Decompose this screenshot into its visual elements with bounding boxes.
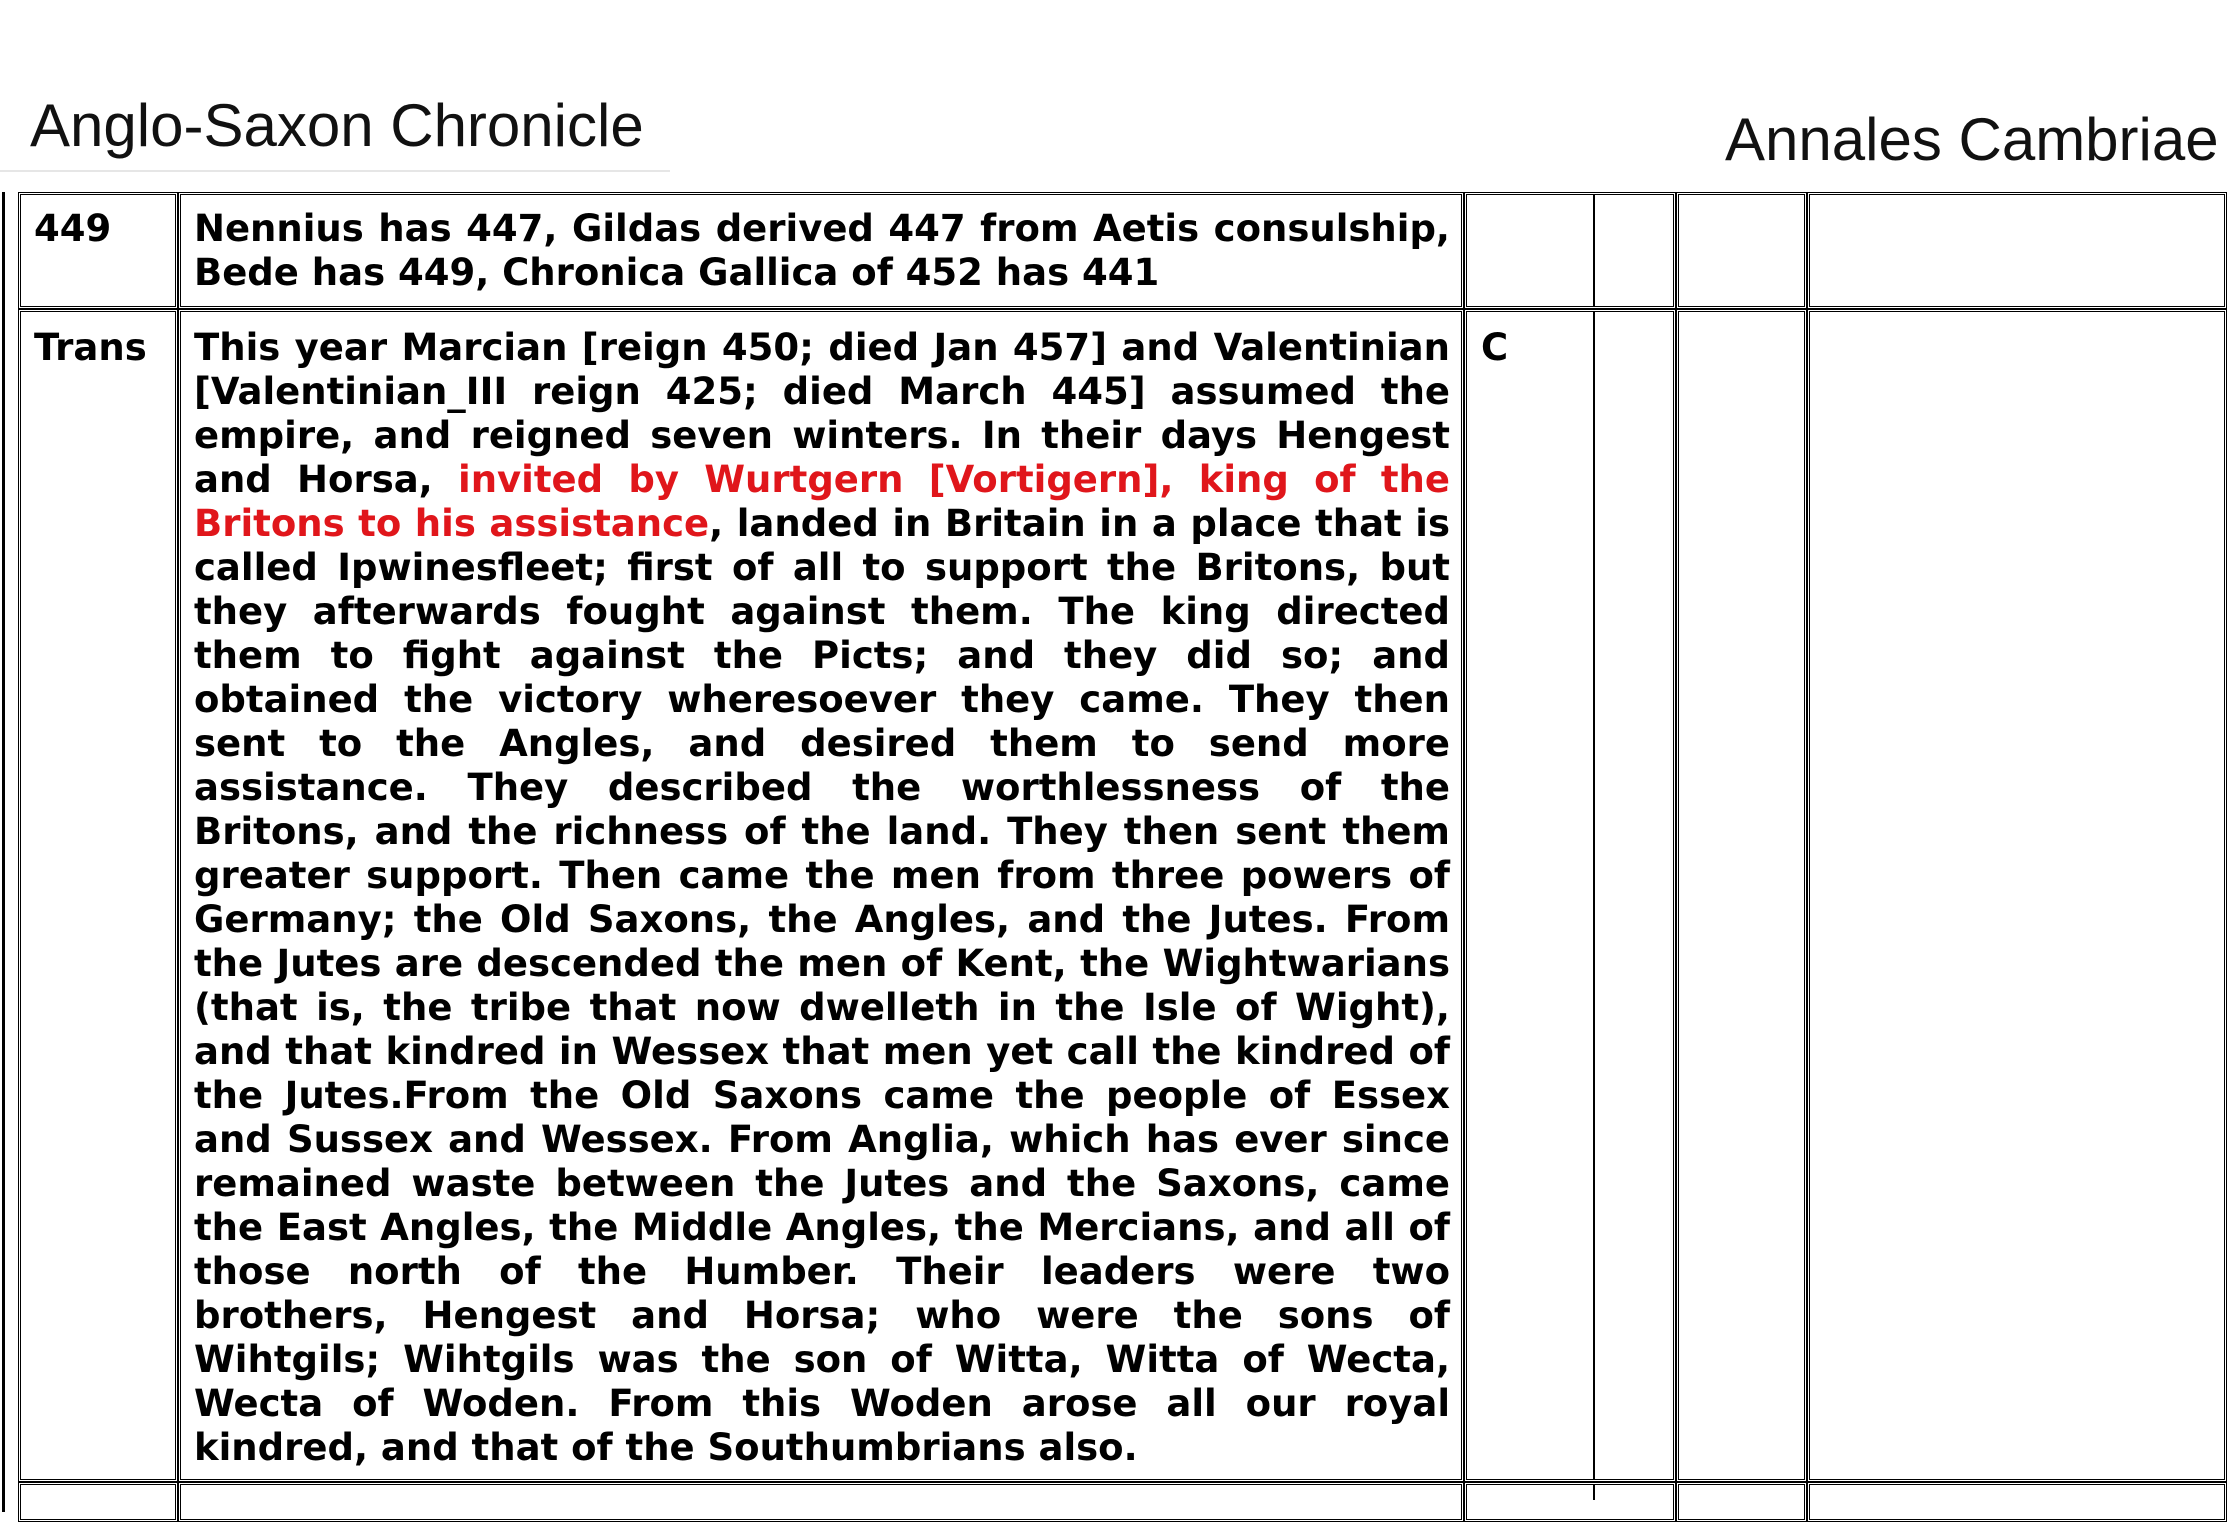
row-449-divider <box>1593 194 1595 307</box>
row-449-text: Nennius has 447, Gildas derived 447 from Aetis consulship, Bede has 449, Chronica Gallica of 452 has 441 <box>194 207 1450 294</box>
row-next-code-cell <box>1464 1482 1676 1522</box>
row-trans-code-cell <box>1464 309 1676 1482</box>
row-449-col5-cell <box>1807 192 2227 309</box>
annales-heading: Annales Cambriae <box>1725 106 2219 173</box>
row-449-col4-cell <box>1676 192 1807 309</box>
row-trans-col4-cell <box>1676 309 1807 1482</box>
row-trans-label-cell <box>18 309 178 1482</box>
row-next-divider <box>1593 1484 1595 1500</box>
row-trans-text <box>194 326 1450 1470</box>
row-trans-label: Trans <box>34 326 147 369</box>
row-trans-divider <box>1593 311 1595 1480</box>
row-trans-col5-cell <box>1807 309 2227 1482</box>
trans-text-after: , landed in Britain in a place that is called Ipwinesfleet; first of all to support the Britons, but they afterwards fought against them. The king directed them to fight against the Picts; and they did so; and obtained the victory wheresoever they came. They then sent to the Angles, and desired them to send more assistance. They described the worthlessness of the Britons, and the richness of the land. They then sent them greater support. Then came the men from three powers of Germany; the Old Saxons, the Angles, and the Jutes. From the Jutes are descended the men of Kent, the Wightwarians (that is, the tribe that now dwelleth in the Isle of Wight), and that kindred in Wessex that men yet call the kindred of the Jutes.From the Old Saxons came the people of Essex and Sussex and Wessex. From Anglia, which has ever since remained waste between the Jutes and the Saxons, came the East Angles, the Middle Angles, the Mercians, and all of those north of the Humber. Their leaders were two brothers, Hengest and Horsa; who were the sons of Wihtgils; Wihtgils was the son of Witta, Witta of Wecta, Wecta of Woden. From this Woden arose all our royal kindred, and that of the Southumbrians also. <box>194 502 1450 1469</box>
heading-divider <box>0 170 670 172</box>
row-449-code-cell <box>1464 192 1676 309</box>
row-next-text-cell <box>178 1482 1464 1522</box>
row-next-col5-cell <box>1807 1482 2227 1522</box>
row-449-label: 449 <box>34 207 112 250</box>
trans-text-before: This year Marcian [reign 450; died Jan 457] and Valentinian [Valentinian_III reign 425; died March 445] assumed the empire, and reigned seven winters. In their days Hengest and Horsa, <box>194 326 1450 501</box>
row-next-col4-cell <box>1676 1482 1807 1522</box>
chronicle-heading: Anglo-Saxon Chronicle <box>30 92 644 159</box>
row-next-label-cell <box>18 1482 178 1522</box>
row-trans-code: C <box>1481 326 1509 369</box>
trans-text-highlight: invited by Wurtgern [Vortigern], king of the Britons to his assistance <box>194 458 1450 545</box>
